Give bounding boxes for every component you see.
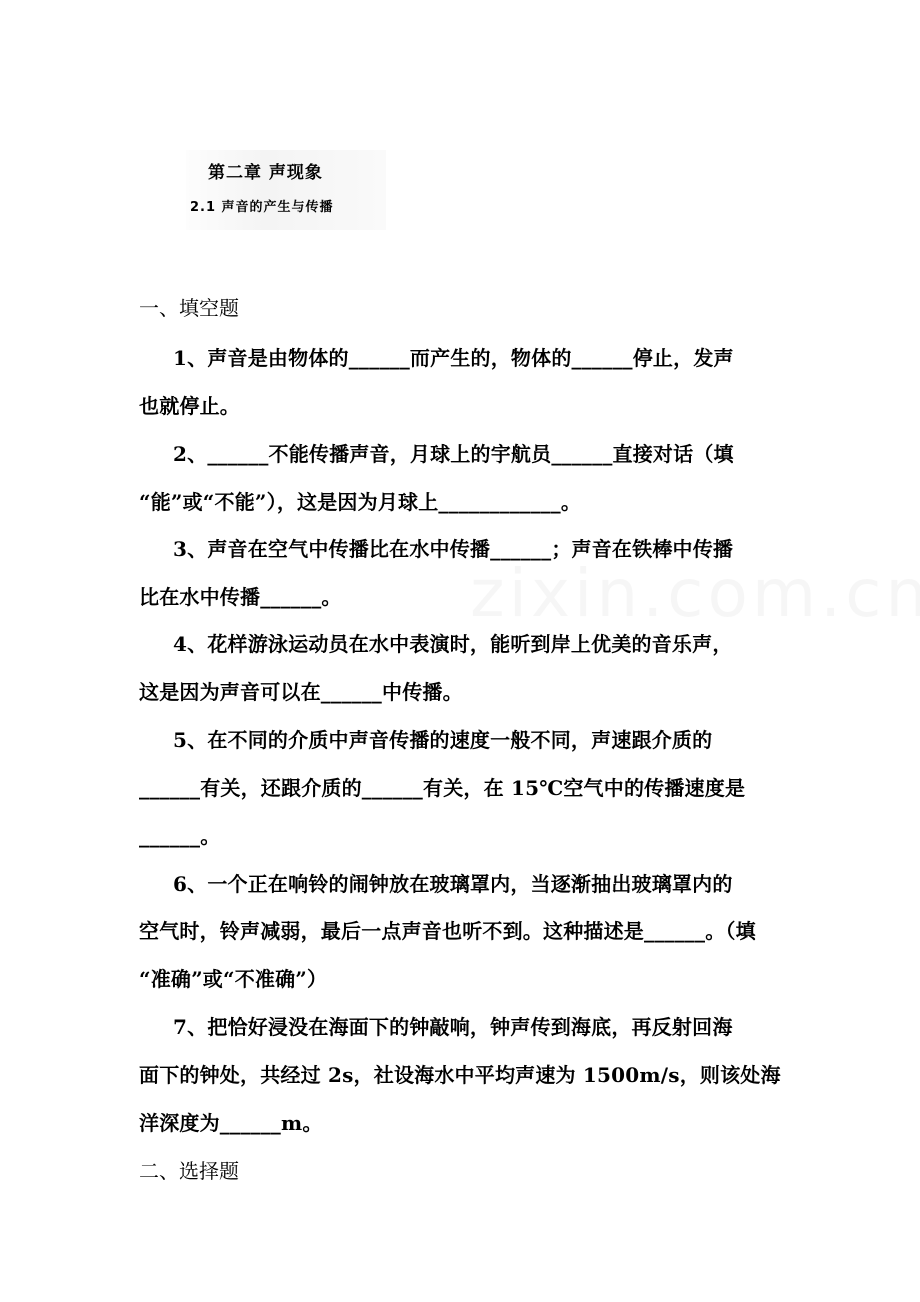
question-5-line-2: ______有关，还跟介质的______有关，在 15℃空气中的传播速度是: [139, 776, 746, 800]
question-5-line-1: 5、在不同的介质中声音传播的速度一般不同，声速跟介质的: [173, 728, 713, 752]
question-3-line-2: 比在水中传播______。: [139, 585, 342, 609]
question-5-line-3: ______。: [139, 824, 221, 848]
section-title: 2.1 声音的产生与传播: [190, 200, 334, 215]
question-7-line-1: 7、把恰好浸没在海面下的钟敲响，钟声传到海底，再反射回海: [173, 1015, 733, 1039]
question-2-line-2: “能”或“不能”），这是因为月球上____________。: [139, 490, 582, 514]
question-3-line-1: 3、声音在空气中传播比在水中传播______；声音在铁棒中传播: [173, 537, 734, 561]
question-7-line-2: 面下的钟处，共经过 2s，社设海水中平均声速为 1500m/s，则该处海: [139, 1063, 781, 1087]
question-7-line-3: 洋深度为______m。: [139, 1111, 323, 1135]
watermark: [470, 555, 920, 632]
question-1-line-2: 也就停止。: [139, 394, 240, 418]
question-6-line-2: 空气时，铃声减弱，最后一点声音也听不到。这种描述是______。（填: [139, 919, 756, 943]
choice-heading: 二、选择题: [139, 1159, 239, 1183]
question-2-line-1: 2、______不能传播声音，月球上的宇航员______直接对话（填: [173, 442, 734, 466]
fill-blank-heading: 一、填空题: [139, 296, 239, 320]
question-1-line-1: 1、声音是由物体的______而产生的，物体的______停止，发声: [173, 346, 734, 370]
chapter-title: 第二章 声现象: [208, 163, 323, 183]
question-6-line-3: “准确”或“不准确”）: [139, 967, 328, 991]
question-4-line-2: 这是因为声音可以在______中传播。: [139, 680, 463, 704]
question-6-line-1: 6、一个正在响铃的闹钟放在玻璃罩内，当逐渐抽出玻璃罩内的: [173, 872, 733, 896]
question-4-line-1: 4、花样游泳运动员在水中表演时，能听到岸上优美的音乐声，: [173, 632, 733, 656]
